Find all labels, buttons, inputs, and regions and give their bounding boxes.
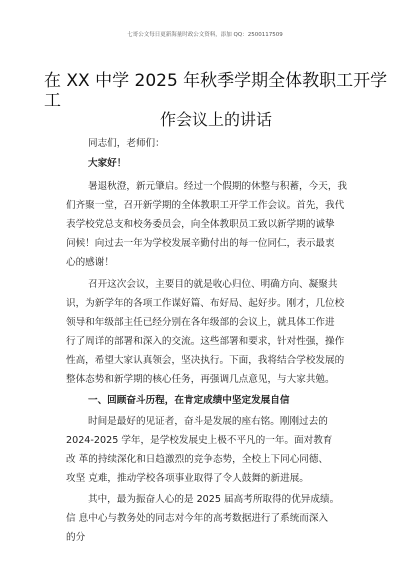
paragraph-line: 暑退秋澄，新元肇启。经过一个假期的休整与积蓄，今天，我: [88, 181, 348, 192]
paragraph-line: 2024-2025 学年，是学校发展史上极不平凡的一年。面对教育: [66, 435, 333, 446]
paragraph-line: 问候！向过去一年为学校发展辛勤付出的每一位同仁，表示最衷: [66, 238, 335, 249]
paragraph-line: 领导和年级部主任已经分别在各年级部的会议上，就具体工作进: [66, 317, 335, 328]
paragraph-line: 的分: [66, 532, 86, 543]
paragraph-line: 召开这次会议，主要目的就是收心归位、明确方向、凝聚共: [88, 279, 338, 290]
salutation: 同志们，老师们：: [88, 138, 165, 149]
document-title-line-1: 在 XX 中学 2025 年秋季学期全体教职工开学: [44, 71, 388, 91]
paragraph-line: 行了周详的部署和深入的交流。这些部署和要求，针对性强，操作: [66, 336, 345, 347]
paragraph-line: 整体态势和新学期的核心任务，再强调几点意见，与大家共勉。: [66, 374, 335, 385]
paragraph-line: 时间是最好的见证者，奋斗是发展的座右铭。刚刚过去的: [88, 416, 328, 427]
header-note: 七哥公文每日更新海量时政公文资料，添加 QQ：2500117509: [127, 32, 283, 38]
paragraph-line: 其中，最为振奋人心的是 2025 届高考所取得的优异成绩。: [88, 494, 340, 505]
greeting: 大家好！: [88, 158, 127, 169]
paragraph-line: 表学校党总支和校务委员会，向全体教职员工致以新学期的诚挚: [66, 219, 335, 230]
section-heading: 一、回顾奋斗历程，在肯定成绩中坚定发展自信: [88, 395, 290, 406]
paragraph-line: 识，为新学年的各项工作谋好篇、布好局、起好步。刚才，几位校: [66, 298, 345, 309]
paragraph-line: 们齐聚一堂，召开新学期的全体教职工开学工作会议。首先，我代: [66, 200, 345, 211]
paragraph-line: 心的感谢！: [66, 257, 114, 268]
document-title-line-2: 工: [44, 91, 61, 111]
paragraph-line: 攻坚 克难，推动学校各项事业取得了令人鼓舞的新进展。: [66, 473, 309, 484]
paragraph-line: 改 革的持续深化和日趋激烈的竞争态势，全校上下同心同德、: [66, 454, 329, 465]
document-title-line-3: 作会议上的讲话: [160, 110, 273, 129]
paragraph-line: 性高，希望大家认真领会，坚决执行。下面，我将结合学校发展的: [66, 355, 345, 366]
paragraph-line: 信 息中心与教务处的同志对今年的高考数据进行了系统而深入: [66, 513, 329, 524]
